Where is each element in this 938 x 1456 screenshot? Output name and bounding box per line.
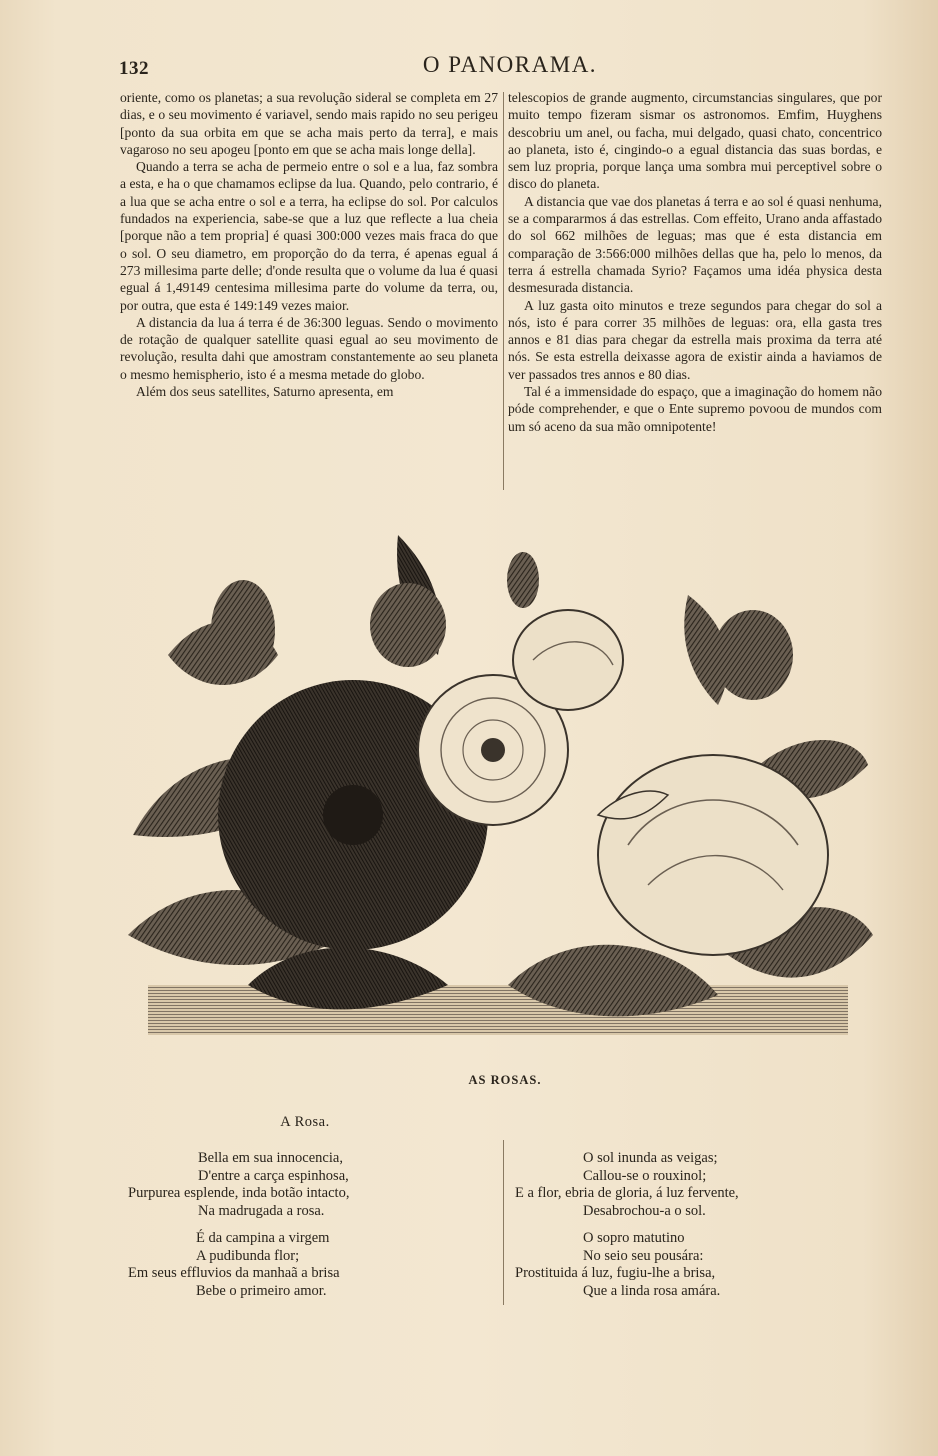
paragraph: telescopios de grande augmento, circumstancias singulares, que por muito tempo fizeram sismar os astronomos. Emfim, Huyghens descobriu um anel, ou facha, mui delgado, quasi chato, concentrico ao planeta, isto é, cingindo-o a egual distancia das suas bordas, e sem luz propria, porque lança uma sombra mui perceptivel sobre o disco do planeta. xyxy=(508,90,882,192)
poem-line: D'entre a carça espinhosa, xyxy=(198,1167,349,1184)
poem-line: O sopro matutino xyxy=(583,1230,685,1246)
poem-line: Bella em sua innocencia, xyxy=(198,1150,343,1166)
paragraph: A luz gasta oito minutos e treze segundos para chegar do sol a nós, isto é para correr 35 milhões de leguas: ora, ella gasta tres annos e 81 dias para chegar da estrella mais proxima da terra até nós. Se esta estrella deixasse agora de existir ainda a haviamos de ver passados tres annos e 80 dias. xyxy=(508,297,882,382)
poem-stanza xyxy=(128,1230,340,1300)
column-divider xyxy=(503,92,504,490)
roses-engraving xyxy=(128,515,873,1060)
poem-divider xyxy=(503,1140,504,1305)
poem-stanza xyxy=(128,1150,349,1220)
paragraph: A distancia da lua á terra é de 36:300 leguas. Sendo o movimento de rotação de qualquer satellite quasi egual ao seu movimento de revolução, resulta dahi que amostram constantemente ao seu planeta o mesmo hemispherio, isto é a mesma metade do globo. xyxy=(120,314,498,382)
paragraph: Tal é a immensidade do espaço, que a imaginação do homem não póde comprehender, e que o Ente supremo povoou de mundos com um só aceno da sua mão omnipotente! xyxy=(508,384,882,434)
poem-line: A pudibunda flor; xyxy=(196,1247,300,1264)
page-number: 132 xyxy=(119,58,149,79)
running-head-title: O PANORAMA. xyxy=(422,52,598,77)
right-text-column xyxy=(508,89,882,435)
poem-line: E a flor, ebria de gloria, á luz fervente, xyxy=(515,1185,739,1201)
poem-line: O sol inunda as veigas; xyxy=(583,1150,718,1166)
poem-stanza xyxy=(515,1150,739,1220)
poem-line: Na madrugada a rosa. xyxy=(198,1202,325,1219)
poem-title: A Rosa. xyxy=(280,1114,330,1130)
poem-line: Callou-se o rouxinol; xyxy=(583,1167,707,1184)
poem-line: Prostituida á luz, fugiu-lhe a brisa, xyxy=(515,1265,716,1281)
poem-line: Purpurea esplende, inda botão intacto, xyxy=(128,1185,350,1201)
poem-line: Que a linda rosa amára. xyxy=(583,1282,721,1299)
paragraph: A distancia que vae dos planetas á terra e ao sol é quasi nenhuma, se a compararmos á das estrellas. Com effeito, Urano anda affastado do sol 662 milhões de leguas; mas que é esta distancia em comparação de 3:566:000 milhões dellas que ha, pelo lo menos, da terra á estrella chamada Syrio? Façamos uma idéa physica desta desmesurada distancia. xyxy=(508,193,882,296)
poem-line: Em seus effluvios da manhaã a brisa xyxy=(128,1265,340,1281)
illustration-caption: AS ROSAS. xyxy=(468,1073,542,1087)
poem-line: Bebe o primeiro amor. xyxy=(196,1282,327,1299)
poem-line: É da campina a virgem xyxy=(196,1230,330,1246)
paragraph: Além dos seus satellites, Saturno apresenta, em xyxy=(136,384,394,400)
poem-line: No seio seu pousára: xyxy=(583,1247,704,1264)
poem-stanza xyxy=(515,1230,720,1300)
poem-line: Desabrochou-a o sol. xyxy=(583,1202,706,1219)
paragraph: oriente, como os planetas; a sua revolução sideral se completa em 27 dias, e o seu movimento é variavel, sendo mais rapido no seu perigeu [ponto da sua orbita em que se acha mais perto da terra], e mais vagaroso no seu apogeu [ponto em que se acha mais longe della]. xyxy=(120,90,498,157)
left-text-column xyxy=(120,89,498,400)
paragraph: Quando a terra se acha de permeio entre o sol e a lua, faz sombra a esta, e ha o que chamamos eclipse da lua. Quando, pelo contrario, é a lua que se acha entre o sol e a terra, ha eclipse do sol. Por calculos fundados na experiencia, sabe-se que a luz que reflecte a lua cheia [porque não a tem propria] é quasi 300:000 vezes mais fraca do que o sol. O seu diametro, em proporção do da terra, é apenas egual á 273 millesima parte delle; d'onde resulta que o volume da lua é quasi egual á 1,49149 centesima millesima parte do volume da terra, ou, por outra, que esta é 149:149 vezes maior. xyxy=(120,159,498,313)
